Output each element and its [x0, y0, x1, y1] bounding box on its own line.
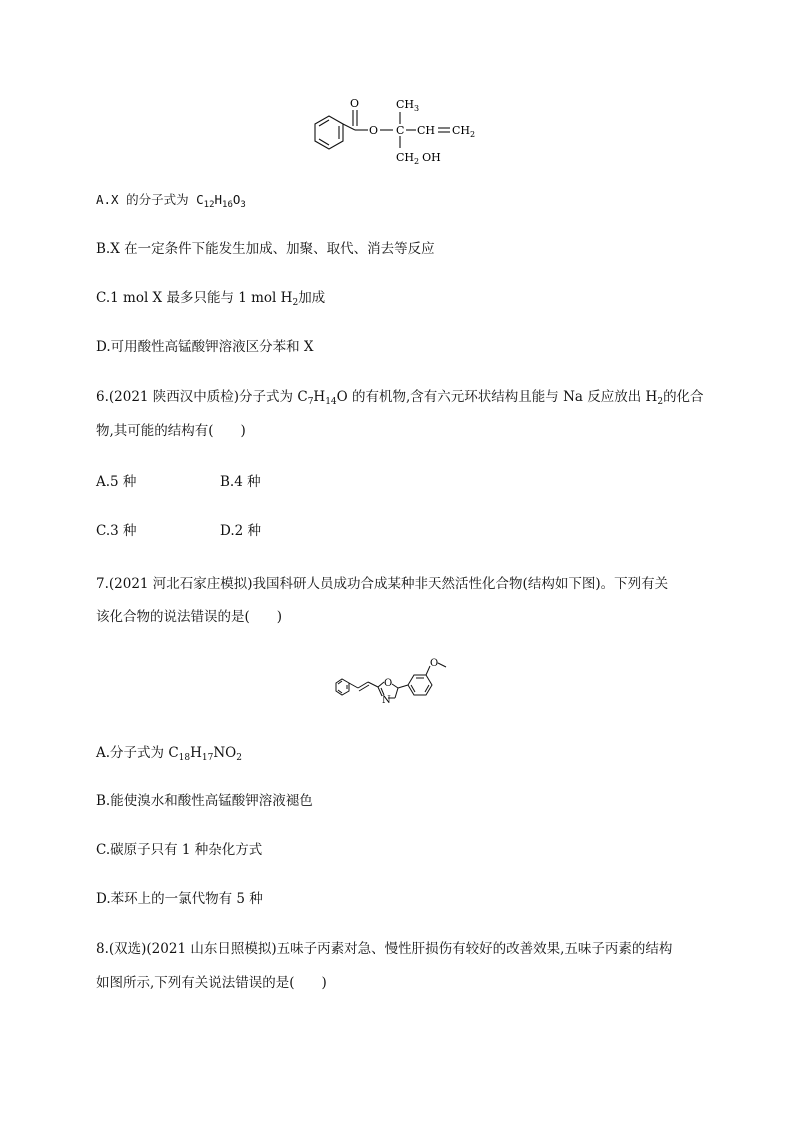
q8-stem-line2: 如图所示,下列有关说法错误的是( )	[96, 975, 327, 991]
q7-stem-line1: 7.(2021 河北石家庄模拟)我国科研人员成功合成某种非天然活性化合物(结构如下图)。下列有关	[96, 576, 669, 592]
q5-option-a: A.X 的分子式为 $C_{12}H_{16}O_3$	[96, 192, 246, 210]
q6-option-c: C.3 种	[96, 523, 137, 539]
ester-oxygen: O	[369, 124, 379, 137]
q7-option-d: D.苯环上的一氯代物有 5 种	[96, 891, 263, 907]
q5-option-d: D.可用酸性高锰酸钾溶液区分苯和 X	[96, 339, 314, 355]
q5-option-b: B.X 在一定条件下能发生加成、加聚、取代、消去等反应	[96, 241, 435, 257]
methoxy-oxygen: O	[430, 658, 439, 669]
q5-option-c: C.1 mol X 最多只能与 1 mol $H_2$加成	[96, 290, 326, 308]
compound-x-structure	[300, 92, 500, 170]
vinyl-ch: CH	[417, 124, 436, 137]
q7-stem-line2: 该化合物的说法错误的是( )	[96, 609, 283, 625]
q7-option-c: C.碳原子只有 1 种杂化方式	[96, 842, 263, 858]
q6-option-d: D.2 种	[220, 523, 262, 539]
hydroxymethyl-group: $CH_2$ OH	[396, 151, 441, 166]
vinyl-ch2: $CH_2$	[452, 124, 476, 139]
q6-stem-line1: 6.(2021 陕西汉中质检)分子式为 $C_7H_{14}O$ 的有机物,含有六元环状结构且能与 Na 反应放出 $H_2$的化合	[96, 389, 704, 407]
q7-option-b: B.能使溴水和酸性高锰酸钾溶液褪色	[96, 793, 313, 809]
q6-option-a: A.5 种	[96, 474, 137, 490]
q7-option-a: A.分子式为 $C_{18}H_{17}NO_2$	[96, 745, 242, 763]
q8-stem-line1: 8.(双选)(2021 山东日照模拟)五味子丙素对急、慢性肝损伤有较好的改善效果,五味子丙素的结构	[96, 941, 673, 957]
carbonyl-oxygen: O	[350, 97, 360, 110]
oxazoline-oxygen: O	[384, 678, 393, 689]
compound-7-structure	[328, 652, 478, 714]
quaternary-carbon-mark: C	[396, 124, 405, 137]
q6-stem-line2: 物,其可能的结构有( )	[96, 423, 246, 439]
q6-option-b: B.4 种	[220, 474, 261, 490]
oxazoline-nitrogen: N	[382, 695, 391, 706]
methyl-group: $CH_3$	[396, 98, 420, 113]
q6-options-row1	[96, 472, 136, 492]
